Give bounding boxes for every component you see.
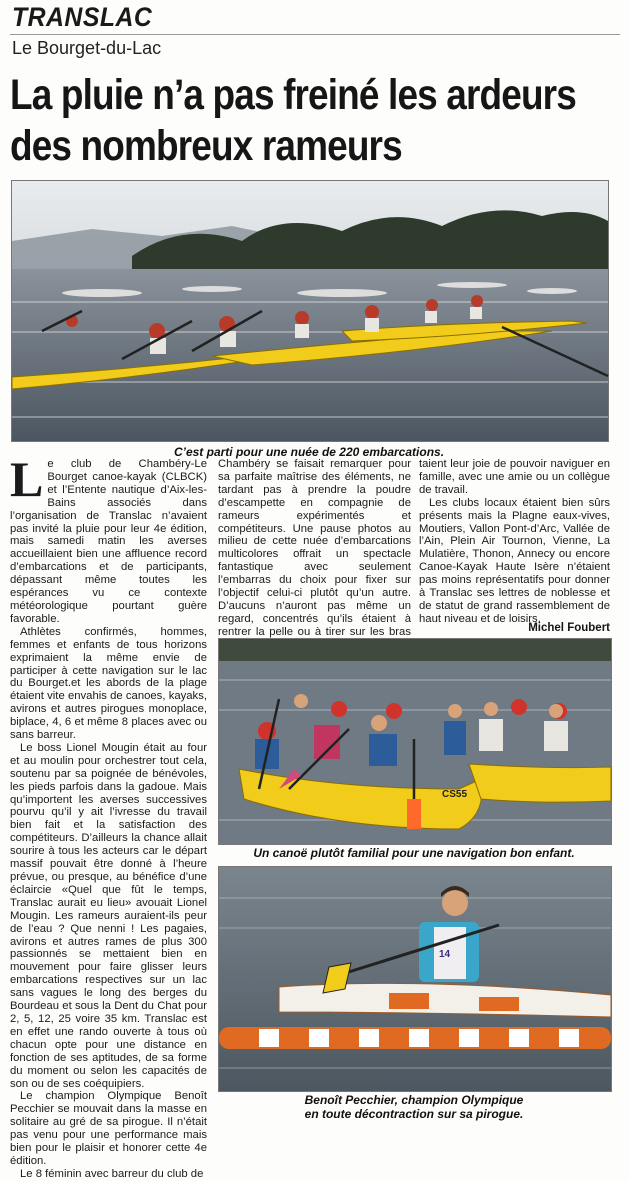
article-paragraph-col3a: taient leur joie de pouvoir naviguer en famille, avec une amie ou un collègue de travail. [419, 458, 610, 496]
author-signature: Michel Foubert [528, 622, 610, 634]
canoe-number: CS55 [442, 789, 468, 800]
caption-line-1: Benoît Pecchier, champion Olympique [304, 1093, 524, 1107]
section-title: TRANSLAC [12, 2, 153, 32]
article-paragraph-4: Le champion Olympique Benoît Pecchier se mouvait dans la masse en solitaire au gré de sa pirogue. Il n’était pas venu pour une performance mais bien pour le plaisir et honorer cette 4e édition. [10, 1090, 207, 1167]
article-paragraph-5: Le 8 féminin avec barreur du club de [20, 1167, 204, 1180]
photo-olympic-champion-caption [218, 1093, 610, 1121]
drop-cap: L [10, 451, 44, 507]
article-paragraph-col2: Chambéry se faisait remarquer pour sa parfaite maîtrise des éléments, ne tardant pas à prendre la poudre d’escampette en compagnie de rameurs expérimentés et compétiteurs. Une pause photos au milieu de cette nuée d’embarcations multicolores offrait un spectacle fantastique avec seulement l’embarras du choix pour fixer sur l’objectif celui-ci plutôt qu’un autre. D’aucuns n’auront pas même un regard, concentrés qu’ils étaient à rentrer la pelle ou à tirer sur les bras [218, 458, 411, 638]
article-paragraph-2: Athlètes confirmés, hommes, femmes et enfants de tous horizons exprimaient la même envie de participer à cette navigation sur le lac du Bourget.et les abords de la plage étaient vite envahis de canoes, kayaks, avirons et autres pirogues monoplace, biplace, 4, 6 et même 8 places avec ou sans barreur. [10, 625, 207, 742]
article-paragraph-col3b: Les clubs locaux étaient bien sûrs présents mais la Plagne eaux-vives, Moutiers, Vallon Pont-d’Arc, Vallée de l’Ain, Plein Air Tournon, Vienne, La Mulatière, Thonon, Annecy ou encore Canoe-Kayak Haute Isère n’étaient pas moins représentatifs pour donner à Translac ses lettres de noblesse et de statut de grand rassemblement de haut niveau et de loisirs. [419, 496, 610, 625]
header-rule [10, 34, 620, 35]
photo-race-start [11, 180, 609, 442]
race-start-illustration [12, 181, 608, 441]
headline-line-2: des nombreux rameurs [10, 122, 402, 170]
photo-family-canoe [218, 638, 612, 845]
family-canoe-illustration [219, 639, 611, 844]
photo-family-canoe-caption: Un canoë plutôt familial pour une navigation bon enfant. [253, 846, 575, 860]
racer-bib-number: 14 [439, 949, 451, 960]
olympic-champion-illustration [219, 867, 611, 1091]
article-column-1 [10, 451, 207, 1180]
article-paragraph-1: Le club de Chambéry-Le Bourget canoe-kayak (CLBCK) et l’Entente nautique d’Aix-les-Bains associés dans l’organisation de Translac n’avaient pas invité la pluie pour leur 4e édition, mais samedi matin les averses accueillaient bien une affluence record d’embarcations et de participants, dépassant même toutes les espérances vu ce contexte météorologique pourtant guère favorable. [10, 451, 207, 625]
headline [10, 70, 576, 172]
photo-race-start-caption: C’est parti pour une nuée de 220 embarcations. [173, 445, 445, 459]
headline-line-1: La pluie n’a pas freiné les ardeurs [10, 71, 576, 119]
dateline-place: Le Bourget-du-Lac [12, 38, 162, 58]
caption-line-2: en toute décontraction sur sa pirogue. [304, 1107, 524, 1121]
article-column-2 [218, 458, 411, 636]
photo-olympic-champion [218, 866, 612, 1092]
article-column-3 [419, 458, 610, 625]
article-paragraph-3: Le boss Lionel Mougin était au four et au moulin pour orchestrer tout cela, soutenu par sa poignée de bénévoles, les pieds parfois dans la gadoue. Mais qu’importent les averses successives pourvu qu’il y ait l’ivresse du travail bien fait et la satisfaction des compétiteurs. D’ailleurs la chance allait sourire à tous les acteurs car le départ massif pouvait être donné à l’heure prévue, ou presque, au bénéfice d’une éclaircie «Quel que fût le temps, Translac aurait eu lieu» avouait Lionel Mougin. Les rameurs auraient-ils peur de l’eau ? Que nenni ! Les pagaies, avirons et autres rames de plus 300 passionnés se mettaient bien en mouvement pour faire glisser leurs embarcations respectives sur un lac sans vagues le long des berges du Bourdeau et sous la Dent du Chat pour 2, 5, 12, 25 voire 35 km. Translac est en effet une rando ouverte à tous où chacun opte pour une distance en fonction de ses aptitudes, de sa forme du moment ou selon les capacités de son ou de ses coéquipiers. [10, 741, 207, 1090]
